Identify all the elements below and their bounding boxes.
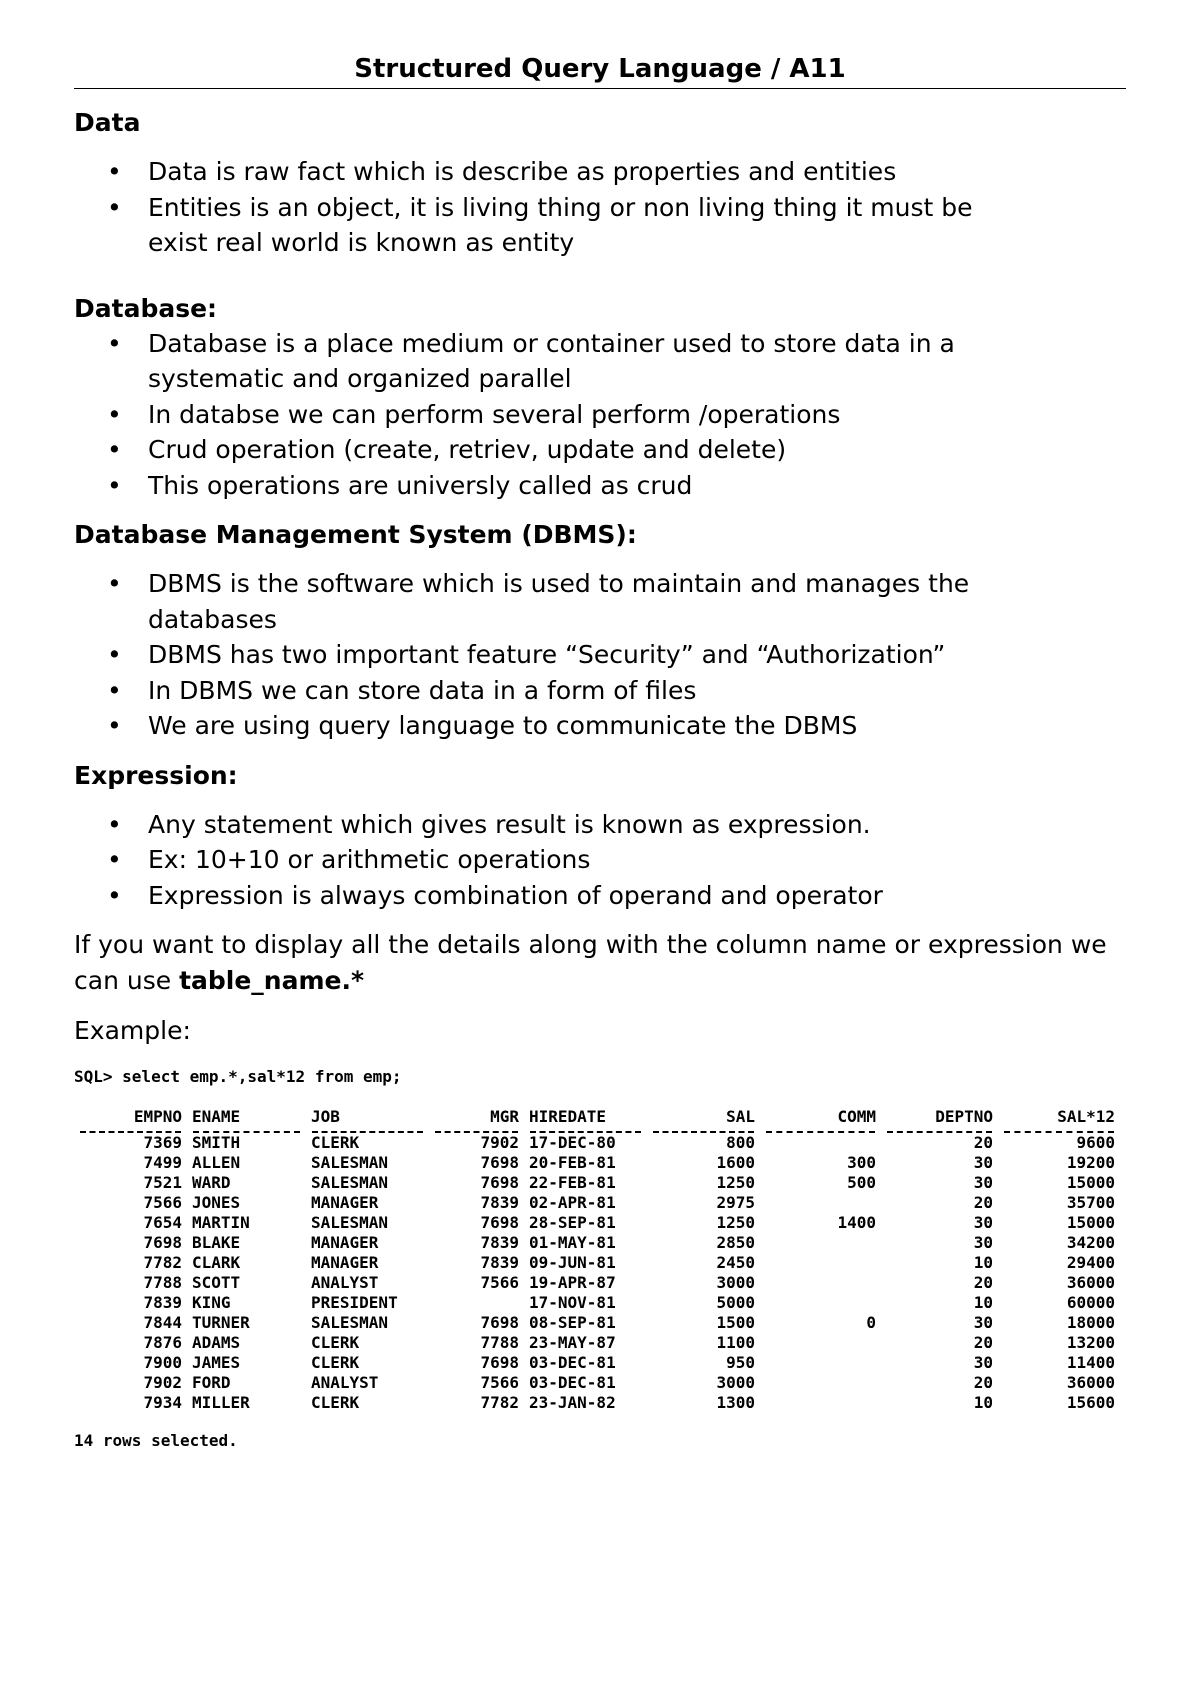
table-cell: 9600	[1076, 1133, 1115, 1152]
section-data	[74, 105, 1126, 261]
table-row	[74, 1193, 1120, 1213]
table-cell: WARD	[192, 1173, 231, 1192]
note-bold: table_name.*	[179, 966, 365, 995]
column-header: SAL	[726, 1107, 755, 1126]
section-heading-expression: Expression:	[74, 760, 238, 790]
table-cell: FORD	[192, 1373, 231, 1392]
table-cell: 7782	[480, 1393, 519, 1412]
table-cell: 7521	[143, 1173, 182, 1192]
table-cell: CLERK	[311, 1133, 360, 1152]
table-cell: 7566	[480, 1273, 519, 1292]
table-cell: ALLEN	[192, 1153, 241, 1172]
table-cell: SMITH	[192, 1133, 241, 1152]
table-cell: 7698	[143, 1233, 182, 1252]
table-cell	[760, 1393, 881, 1413]
table-cell: 19200	[1066, 1153, 1115, 1172]
table-cell: 2450	[716, 1253, 755, 1272]
table-cell: SCOTT	[192, 1273, 241, 1292]
table-cell	[429, 1293, 524, 1313]
table-cell: 20	[973, 1273, 993, 1292]
section-heading-database: Database:	[74, 293, 218, 323]
table-cell: 7839	[480, 1233, 519, 1252]
section-heading-data: Data	[74, 108, 141, 137]
table-cell: 1300	[716, 1393, 755, 1412]
table-cell: 1250	[716, 1173, 755, 1192]
table-cell: 800	[726, 1133, 755, 1152]
list-item: • We are using query language to communicate the DBMS	[74, 708, 1126, 744]
section-heading-dbms: Database Management System (DBMS):	[74, 520, 637, 549]
table-row	[74, 1373, 1120, 1393]
table-cell: 7566	[143, 1193, 182, 1212]
table-cell: CLERK	[311, 1393, 360, 1412]
table-cell: 7698	[480, 1173, 519, 1192]
table-cell: 15000	[1066, 1173, 1115, 1192]
table-cell: 7369	[143, 1133, 182, 1152]
table-cell: SALESMAN	[311, 1153, 389, 1172]
table-cell: 60000	[1066, 1293, 1115, 1312]
table-cell: 20-FEB-81	[529, 1153, 616, 1172]
table-cell: 30	[973, 1353, 993, 1372]
table-cell: 20	[973, 1133, 993, 1152]
column-header: COMM	[837, 1107, 876, 1126]
table-cell: 30	[973, 1173, 993, 1192]
column-header: EMPNO	[133, 1107, 182, 1126]
list-item: • DBMS has two important feature “Security” and “Authorization”	[74, 637, 1126, 673]
column-header: DEPTNO	[935, 1107, 993, 1126]
table-cell: 2850	[716, 1233, 755, 1252]
table-cell: 300	[847, 1153, 876, 1172]
table-cell: 23-MAY-87	[529, 1333, 616, 1352]
table-cell: SALESMAN	[311, 1313, 389, 1332]
table-cell: 10	[973, 1393, 993, 1412]
table-cell: 03-DEC-81	[529, 1353, 616, 1372]
table-cell: 7698	[480, 1213, 519, 1232]
table-cell	[760, 1333, 881, 1353]
table-cell: 15600	[1066, 1393, 1115, 1412]
table-cell	[760, 1373, 881, 1393]
table-cell: MILLER	[192, 1393, 250, 1412]
table-row	[74, 1313, 1120, 1333]
table-cell: 7499	[143, 1153, 182, 1172]
table-row	[74, 1173, 1120, 1193]
table-cell: 20	[973, 1333, 993, 1352]
list-item: • This operations are universly called as crud	[74, 468, 1126, 504]
table-body	[74, 1133, 1120, 1413]
column-header: JOB	[311, 1107, 340, 1126]
table-cell: 7839	[143, 1293, 182, 1312]
table-cell: BLAKE	[192, 1233, 241, 1252]
table-row	[74, 1133, 1120, 1153]
list-item: • Expression is always combination of operand and operator	[74, 878, 1126, 914]
table-cell: MANAGER	[311, 1193, 379, 1212]
note-text: If you want to display all the details along with the column name or expression we can use	[74, 930, 1107, 995]
table-cell: SALESMAN	[311, 1213, 389, 1232]
table-cell: 3000	[716, 1273, 755, 1292]
table-cell: 7698	[480, 1353, 519, 1372]
table-row	[74, 1393, 1120, 1413]
page-title: Structured Query Language / A11	[74, 52, 1126, 89]
table-cell: PRESIDENT	[311, 1293, 398, 1312]
table-cell: MARTIN	[192, 1213, 250, 1232]
table-row	[74, 1233, 1120, 1253]
column-header: HIREDATE	[529, 1107, 607, 1126]
table-cell: 17-NOV-81	[529, 1293, 616, 1312]
table-cell: MANAGER	[311, 1233, 379, 1252]
table-cell: 1100	[716, 1333, 755, 1352]
table-cell: ADAMS	[192, 1333, 241, 1352]
table-cell: 30	[973, 1233, 993, 1252]
table-cell	[760, 1193, 881, 1213]
table-cell	[760, 1273, 881, 1293]
table-cell: 7654	[143, 1213, 182, 1232]
table-row	[74, 1353, 1120, 1373]
table-row	[74, 1293, 1120, 1313]
table-cell: TURNER	[192, 1313, 250, 1332]
document-page	[74, 52, 1126, 1451]
note-paragraph	[74, 927, 1126, 999]
rows-selected-footer: 14 rows selected.	[74, 1431, 238, 1450]
section-database	[74, 291, 1126, 504]
table-cell: 7782	[143, 1253, 182, 1272]
list-item: • Crud operation (create, retriev, update and delete)	[74, 432, 1126, 468]
sql-query: SQL> select emp.*,sal*12 from emp;	[74, 1067, 402, 1086]
table-cell: KING	[192, 1293, 231, 1312]
table-cell: 10	[973, 1293, 993, 1312]
table-cell: 01-MAY-81	[529, 1233, 616, 1252]
table-cell: 36000	[1066, 1273, 1115, 1292]
table-cell: 20	[973, 1193, 993, 1212]
table-row	[74, 1153, 1120, 1173]
table-cell: 7788	[143, 1273, 182, 1292]
table-cell: 19-APR-87	[529, 1273, 616, 1292]
table-row	[74, 1213, 1120, 1233]
section-expression	[74, 758, 1126, 914]
table-cell: 950	[726, 1353, 755, 1372]
table-cell	[760, 1353, 881, 1373]
list-item: • Any statement which gives result is known as expression.	[74, 807, 1126, 843]
list-item: • Database is a place medium or container used to store data in a systematic and organized parallel	[74, 326, 1126, 397]
table-cell: CLARK	[192, 1253, 241, 1272]
table-cell: 500	[847, 1173, 876, 1192]
list-item: • In DBMS we can store data in a form of files	[74, 673, 1126, 709]
table-cell: 7902	[480, 1133, 519, 1152]
table-cell: CLERK	[311, 1333, 360, 1352]
table-cell: 13200	[1066, 1333, 1115, 1352]
table-cell: 15000	[1066, 1213, 1115, 1232]
table-cell: 7900	[143, 1353, 182, 1372]
table-cell: 1250	[716, 1213, 755, 1232]
table-cell: 22-FEB-81	[529, 1173, 616, 1192]
table-cell: 2975	[716, 1193, 755, 1212]
table-cell: 7839	[480, 1193, 519, 1212]
table-cell: 08-SEP-81	[529, 1313, 616, 1332]
result-table	[74, 1107, 1120, 1413]
table-cell: 17-DEC-80	[529, 1133, 616, 1152]
column-header: SAL*12	[1057, 1107, 1115, 1126]
table-cell: 7698	[480, 1313, 519, 1332]
table-cell: 29400	[1066, 1253, 1115, 1272]
section-dbms	[74, 517, 1126, 744]
table-cell: 7844	[143, 1313, 182, 1332]
bullet-list-expression	[74, 807, 1126, 914]
bullet-list-database	[74, 326, 1126, 504]
table-cell: 7902	[143, 1373, 182, 1392]
table-cell	[760, 1233, 881, 1253]
bullet-list-dbms	[74, 566, 1126, 744]
table-cell: 35700	[1066, 1193, 1115, 1212]
bullet-list-data	[74, 154, 1126, 261]
table-cell: 09-JUN-81	[529, 1253, 616, 1272]
table-cell: 03-DEC-81	[529, 1373, 616, 1392]
table-cell: 0	[866, 1313, 876, 1332]
table-cell: 11400	[1066, 1353, 1115, 1372]
table-cell	[760, 1253, 881, 1273]
table-cell: 7839	[480, 1253, 519, 1272]
list-item: • Entities is an object, it is living thing or non living thing it must be exist real world is known as entity	[74, 190, 1126, 261]
table-row	[74, 1333, 1120, 1353]
table-cell: 18000	[1066, 1313, 1115, 1332]
table-cell: 1500	[716, 1313, 755, 1332]
table-cell: 1600	[716, 1153, 755, 1172]
table-row	[74, 1253, 1120, 1273]
table-cell: 7788	[480, 1333, 519, 1352]
table-cell: 02-APR-81	[529, 1193, 616, 1212]
table-cell: JONES	[192, 1193, 241, 1212]
table-header-row	[74, 1107, 1120, 1129]
table-cell: 7934	[143, 1393, 182, 1412]
table-row	[74, 1273, 1120, 1293]
table-cell: ANALYST	[311, 1373, 379, 1392]
table-cell: 23-JAN-82	[529, 1393, 616, 1412]
table-cell: 30	[973, 1153, 993, 1172]
column-header: MGR	[490, 1107, 519, 1126]
table-cell: 10	[973, 1253, 993, 1272]
example-label: Example:	[74, 1016, 191, 1045]
table-cell: 3000	[716, 1373, 755, 1392]
column-header: ENAME	[192, 1107, 241, 1126]
table-cell: 28-SEP-81	[529, 1213, 616, 1232]
table-cell: ANALYST	[311, 1273, 379, 1292]
table-cell	[760, 1133, 881, 1153]
table-cell: MANAGER	[311, 1253, 379, 1272]
list-item: • In databse we can perform several perform /operations	[74, 397, 1126, 433]
table-cell: 34200	[1066, 1233, 1115, 1252]
list-item: • DBMS is the software which is used to maintain and manages the databases	[74, 566, 1126, 637]
table-cell: 5000	[716, 1293, 755, 1312]
table-cell: JAMES	[192, 1353, 241, 1372]
table-cell: 7566	[480, 1373, 519, 1392]
table-cell	[760, 1293, 881, 1313]
table-cell: 30	[973, 1313, 993, 1332]
table-cell: 20	[973, 1373, 993, 1392]
table-cell: 7876	[143, 1333, 182, 1352]
list-item: • Ex: 10+10 or arithmetic operations	[74, 842, 1126, 878]
table-cell: SALESMAN	[311, 1173, 389, 1192]
list-item: • Data is raw fact which is describe as properties and entities	[74, 154, 1126, 190]
table-cell: 1400	[837, 1213, 876, 1232]
table-cell: 30	[973, 1213, 993, 1232]
table-cell: CLERK	[311, 1353, 360, 1372]
table-cell: 36000	[1066, 1373, 1115, 1392]
table-cell: 7698	[480, 1153, 519, 1172]
